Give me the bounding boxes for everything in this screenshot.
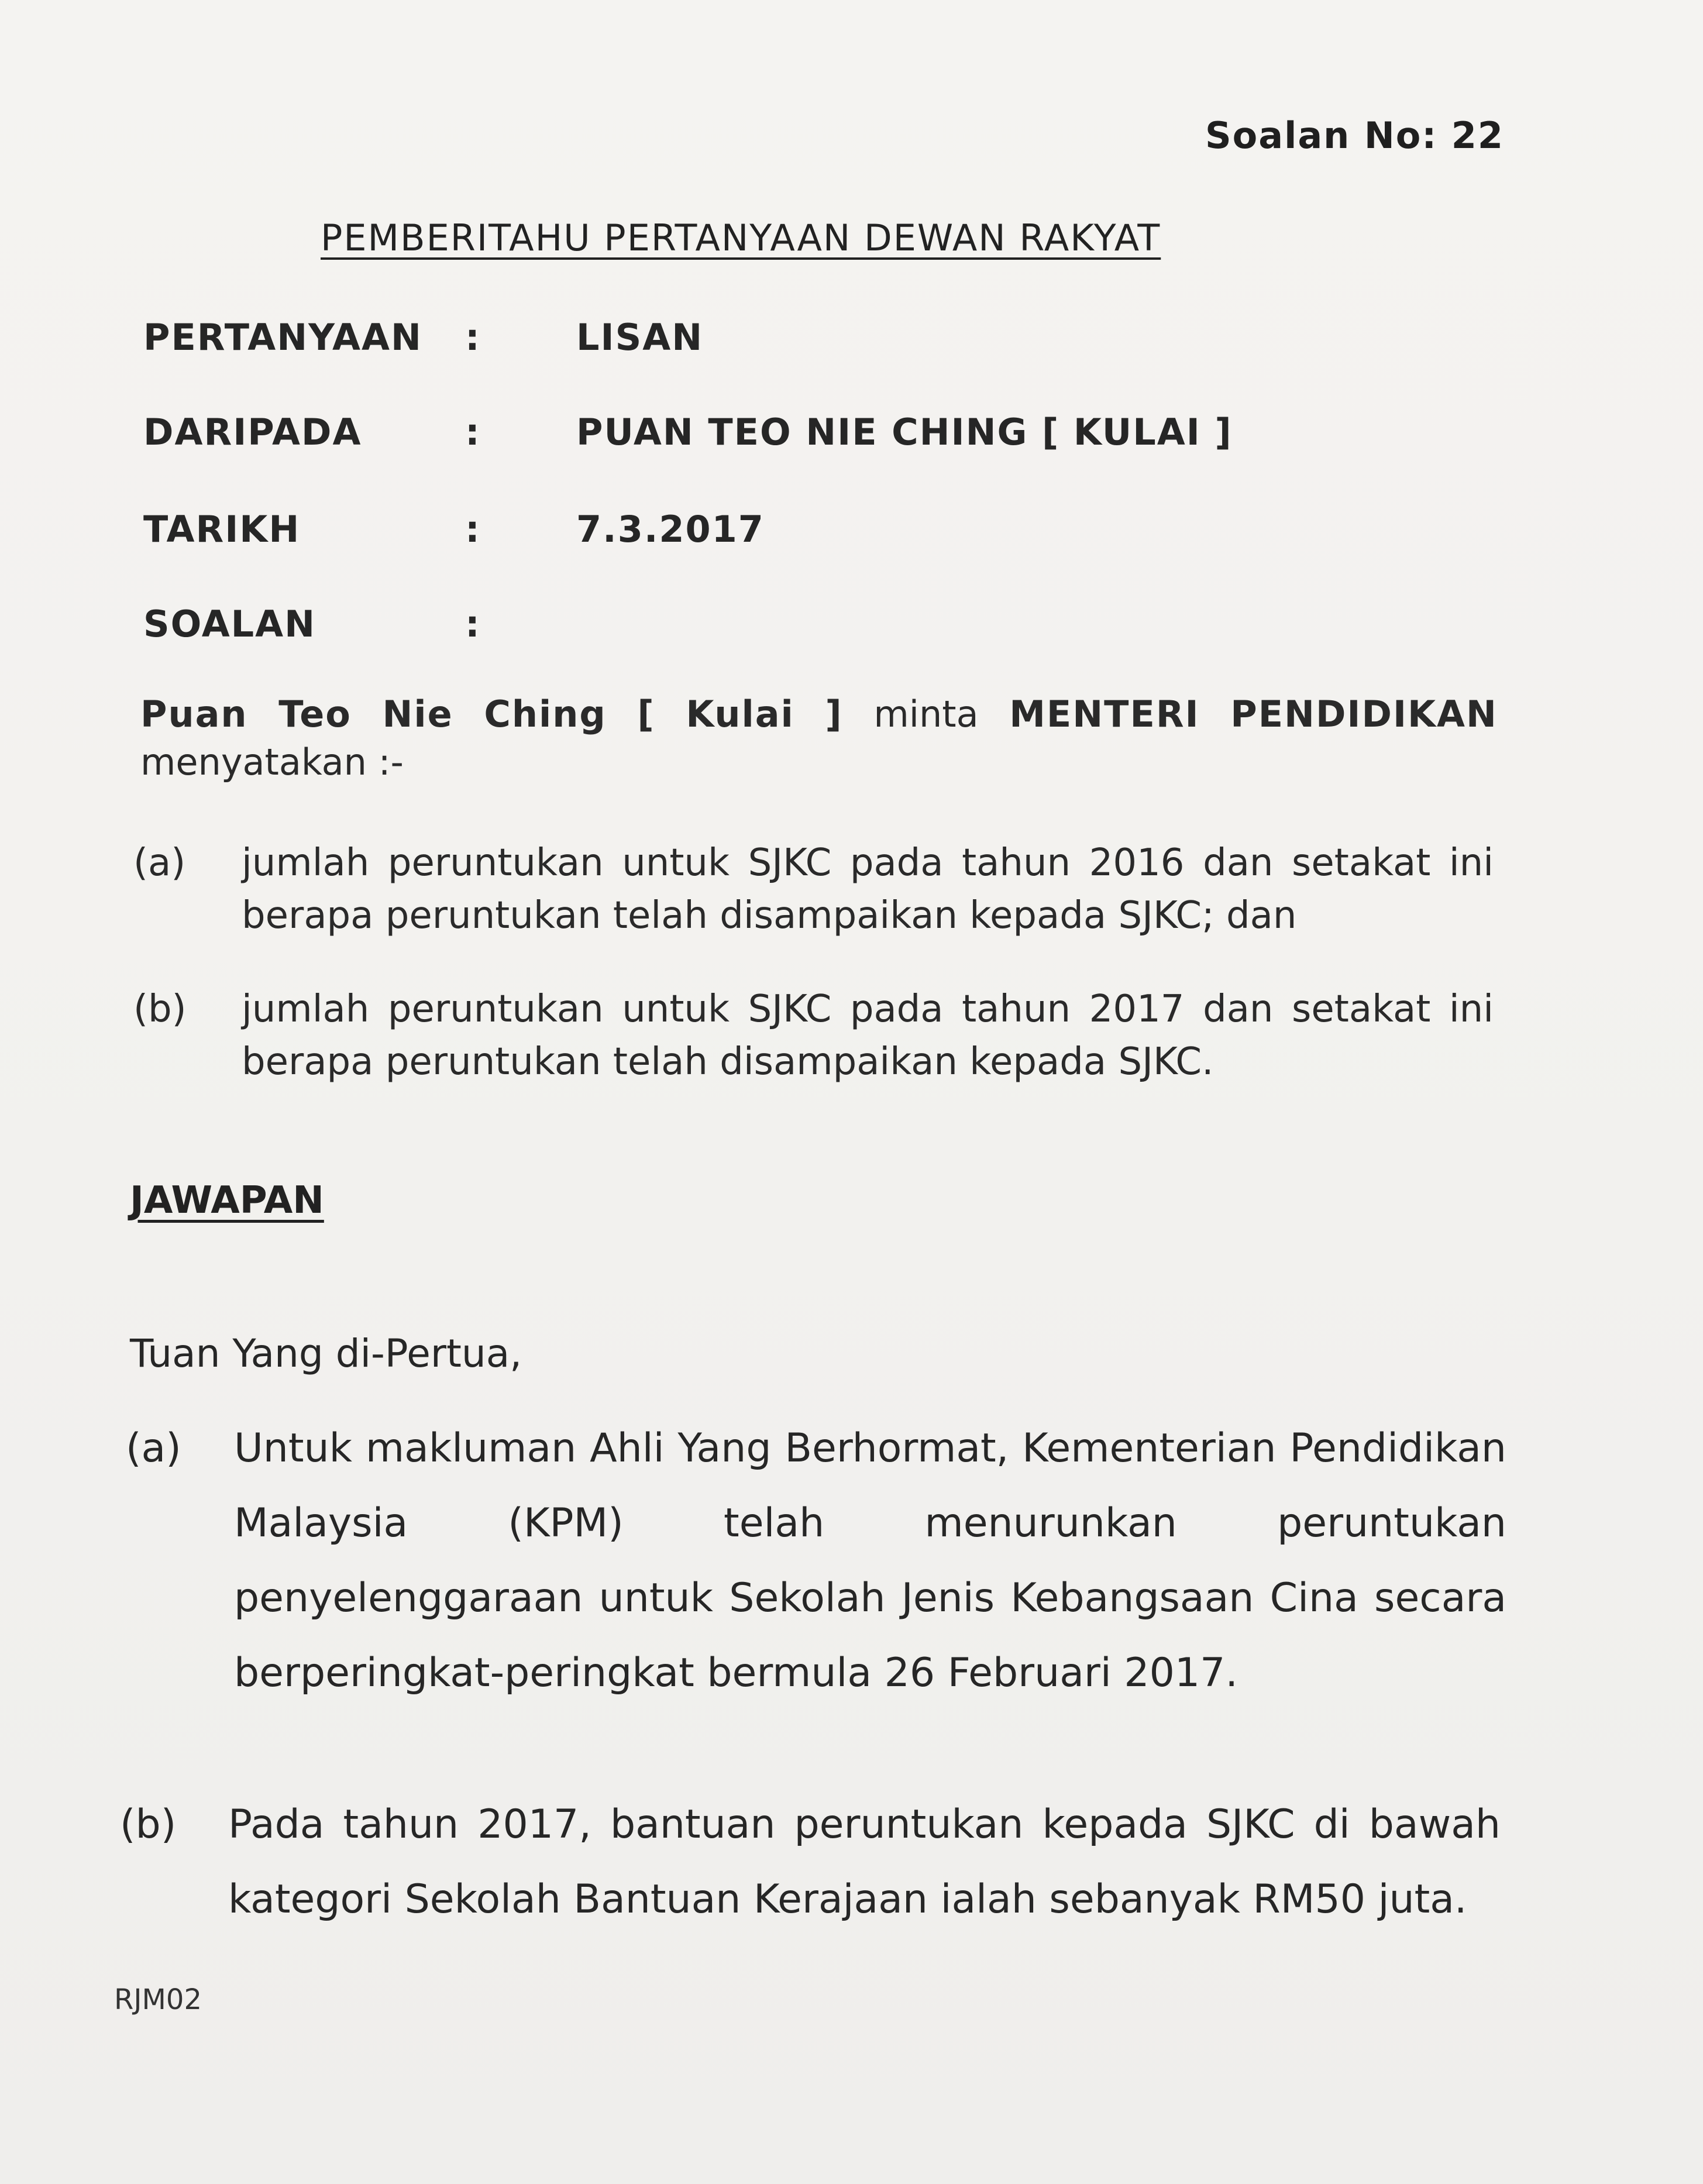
item-marker: (a) [126,1425,181,1471]
item-text: Untuk makluman Ahli Yang Berhormat, Kementerian Pendidikan Malaysia (KPM) telah menurunkan peruntukan penyelenggaraan untuk Sekolah Jenis Kebangsaan Cina secara berperingkat-peringkat bermula 26 Februari 2017. [234,1425,1506,1696]
asker-word: Ching [484,693,607,735]
field-row-pertanyaan [143,316,1489,363]
field-label: PERTANYAAN [143,316,422,359]
minta-word: minta [873,693,979,735]
question-intro [140,690,1498,786]
item-marker: (a) [133,841,186,885]
intro-line: menyatakan :- [140,741,404,783]
item-text: Pada tahun 2017, bantuan peruntukan kepada SJKC di bawah kategori Sekolah Bantuan Kerajaan ialah sebanyak RM50 juta. [228,1801,1501,1922]
asker-word: [ [637,693,655,735]
field-value: PUAN TEO NIE CHING [ KULAI ] [576,411,1233,453]
field-colon: : [465,603,481,645]
answer-salutation: Tuan Yang di-Pertua, [130,1331,522,1376]
field-row-daripada [143,411,1489,458]
question-number: Soalan No: 22 [1205,114,1505,157]
answer-heading: JAWAPAN [130,1179,324,1222]
item-marker: (b) [133,988,187,1031]
item-marker: (b) [120,1801,177,1848]
document-title: PEMBERITAHU PERTANYAAN DEWAN RAKYAT [321,216,1161,259]
item-text: jumlah peruntukan untuk SJKC pada tahun 2017 dan setakat ini berapa peruntukan telah disampaikan kepada SJKC. [242,988,1494,1084]
field-label: SOALAN [143,603,316,645]
field-colon: : [465,316,481,359]
minister-word: PENDIDIKAN [1230,693,1498,735]
field-label: DARIPADA [143,411,362,453]
asker-word: Kulai [686,693,794,735]
field-value: LISAN [576,316,704,359]
field-row-tarikh [143,508,1489,555]
field-value: 7.3.2017 [576,508,765,551]
asker-word: Nie [382,693,453,735]
item-text: jumlah peruntukan untuk SJKC pada tahun 2016 dan setakat ini berapa peruntukan telah disampaikan kepada SJKC; dan [242,841,1494,937]
field-colon: : [465,411,481,453]
footer-code: RJM02 [114,1983,202,2016]
intro-line [140,690,1498,738]
asker-word: ] [825,693,843,735]
asker-word: Teo [278,693,352,735]
field-label: TARIKH [143,508,301,551]
asker-word: Puan [140,693,248,735]
field-colon: : [465,508,481,551]
field-row-soalan [143,603,1489,649]
minister-word: MENTERI [1009,693,1200,735]
